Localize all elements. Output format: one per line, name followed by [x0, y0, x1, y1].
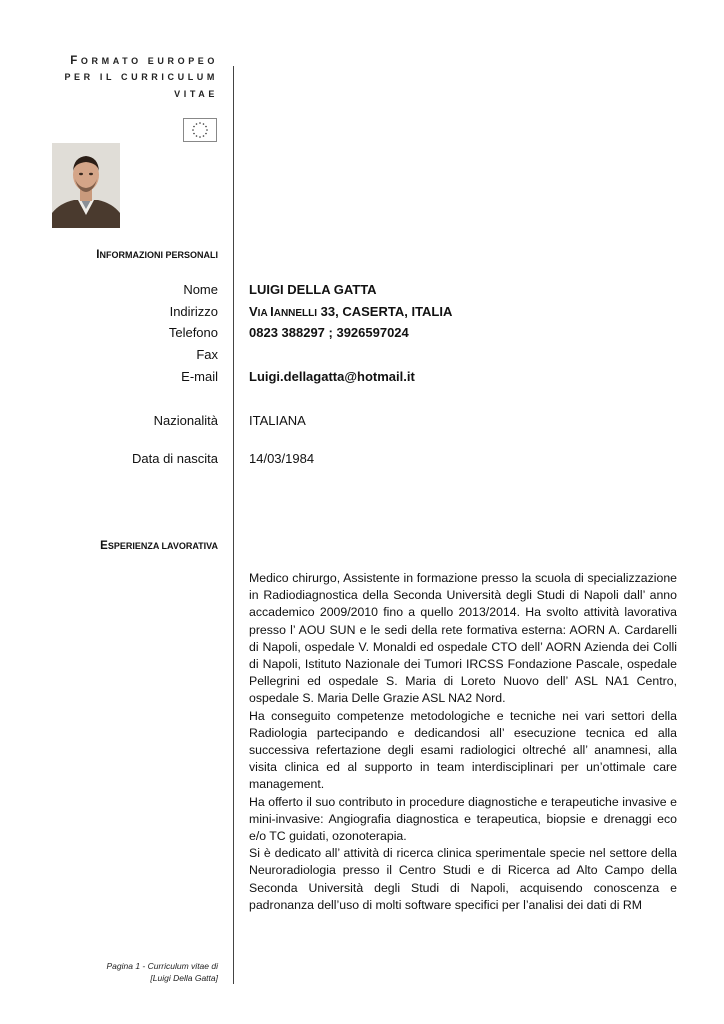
experience-paragraph-1: Medico chirurgo, Assistente in formazione presso la scuola di specializzazione in Radiodiagnostica della Seconda Università degli Studi di Napoli dall’ anno accademico 2009/2010 fino a quello 2013/2014. Ha svolto attività lavorativa presso l’ AOU SUN e le sedi della rete formativa esterna: AORN A. Cardarelli di Napoli, ospedale V. Monaldi ed ospedale CTO dell’ AORN Azienda dei Colli di Napoli, Istituto Nazionale dei Tumori IRCSS Fondazione Pascale, ospedale Pellegrini ed ospedale S. Maria di Loreto Nuovo dell’ ASL NA1 Centro, ospedale S. Maria Delle Grazie ASL NA2 Nord.	[249, 571, 677, 706]
value-data-nascita: 14/03/1984	[249, 451, 315, 466]
eu-flag-icon	[183, 118, 217, 142]
profile-photo	[52, 143, 120, 228]
header-line-1	[70, 55, 218, 67]
addr-part: ANNELLI	[273, 308, 318, 319]
section-initial: E	[100, 540, 108, 552]
footer-line-2: [Luigi Della Gatta]	[150, 973, 218, 983]
label-indirizzo: Indirizzo	[169, 304, 218, 319]
footer-line-1: Pagina 1 - Curriculum vitae di	[106, 961, 218, 971]
value-telefono: 0823 388297 ; 3926597024	[249, 325, 409, 340]
header-line-3: VITAE	[174, 89, 218, 99]
label-nome: Nome	[183, 282, 218, 297]
addr-part: I	[270, 304, 274, 319]
value-nazionalita: ITALIANA	[249, 413, 306, 428]
label-fax: Fax	[196, 347, 218, 362]
value-email: Luigi.dellagatta@hotmail.it	[249, 369, 415, 384]
section-title-personal	[96, 249, 218, 261]
label-nazionalita: Nazionalità	[153, 413, 218, 428]
addr-part: IA	[257, 308, 271, 319]
header-initial: F	[70, 55, 81, 67]
value-nome: LUIGI DELLA GATTA	[249, 282, 377, 297]
addr-part: 33, CASERTA, ITALIA	[317, 304, 453, 319]
label-telefono: Telefono	[168, 325, 218, 340]
experience-paragraph-3: Ha offerto il suo contributo in procedure diagnostiche e terapeutiche invasive e mini-invasive: Angiografia diagnostica e terapeutica, biopsie e drenaggi eco e/o TC guidati, ozonoterapia.	[249, 794, 677, 844]
section-title-text: NFORMAZIONI PERSONALI	[99, 250, 218, 260]
experience-paragraph-4: Si è dedicato all’ attività di ricerca clinica sperimentale specie nel settore della Neuroradiologia presso il Centro Studi e di Ricerca ad Alto Campo della Seconda Università degli Studi di Napoli, acquisendo conoscenza e padronanza dell’uso di molti software specifici per l’analisi dei dati di RM	[249, 846, 677, 912]
experience-paragraph-2: Ha conseguito competenze metodologiche e tecniche nei vari settori della Radiologia partecipando e dedicandosi all’ esecuzione tecnica ed alla successiva refertazione degli esami radiologici oltreché all’ anamnesi, alla visita clinica ed al supporto in team interdisciplinari per un’ottimale care management.	[249, 708, 677, 792]
page-footer	[107, 960, 219, 984]
eu-stars-icon	[184, 119, 216, 141]
addr-part: V	[249, 304, 258, 319]
vertical-divider	[233, 66, 234, 984]
section-title-experience	[100, 540, 218, 552]
section-initial: I	[96, 249, 100, 261]
section-title-text: SPERIENZA LAVORATIVA	[107, 541, 218, 551]
label-email: E-mail	[181, 369, 218, 384]
label-data-nascita: Data di nascita	[132, 451, 218, 466]
value-indirizzo	[249, 304, 452, 319]
header-line-2: PER IL CURRICULUM	[64, 72, 218, 82]
header-line-1-text: ORMATO EUROPEO	[80, 56, 218, 66]
experience-text	[249, 570, 677, 914]
